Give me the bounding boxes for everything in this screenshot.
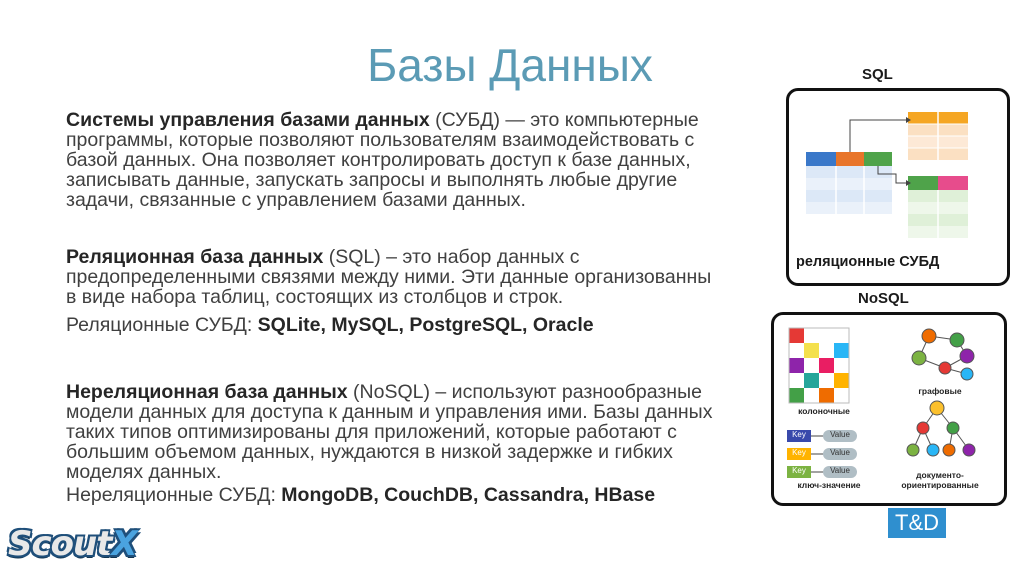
nosql-label: NoSQL — [858, 290, 909, 307]
scoutx-logo — [8, 524, 137, 564]
kv-key-3: Key — [792, 466, 806, 475]
graph-caption: графовые — [918, 386, 962, 396]
slide-title: Базы Данных — [367, 39, 653, 91]
kv-key-1: Key — [792, 430, 806, 439]
dbms-line: программы, которые позволяют пользователям взаимодействовать с — [66, 129, 695, 151]
nosql-line: моделях данных. — [66, 461, 222, 483]
paragraph-dbms — [66, 110, 776, 210]
paragraph-nosql-dbms — [66, 485, 766, 505]
logo-accent: X — [111, 524, 137, 564]
kv-value-1: Value — [830, 430, 850, 439]
sql-label: SQL — [862, 66, 893, 83]
logo-text: Scout — [8, 524, 112, 564]
nosql-line: модели данных для доступа к данным и управления ими. Базы данных — [66, 401, 713, 423]
document-caption — [890, 470, 990, 490]
document-caption-line2: ориентированные — [901, 480, 979, 490]
nosql-dbms-list: MongoDB, CouchDB, Cassandra, HBase — [281, 484, 656, 506]
dbms-line: записывать данные, запускать запросы и выполнять любые другие — [66, 169, 678, 191]
nosql-line: таких типов оптимизированы для приложений, которые работают с — [66, 421, 677, 443]
sql-caption: реляционные СУБД — [796, 254, 940, 270]
relational-dbms-label: Реляционные СУБД: — [66, 314, 258, 336]
nosql-line: большим объемом данных, нуждаются в низкой задержке и гибких — [66, 441, 673, 463]
dbms-line: базой данных. Она позволяет контролировать доступ к базе данных, — [66, 149, 691, 171]
kv-key-2: Key — [792, 448, 806, 457]
paragraph-nosql — [66, 382, 786, 482]
dbms-line: (СУБД) — это компьютерные — [429, 109, 699, 131]
kv-value-2: Value — [830, 448, 850, 457]
document-tree — [907, 401, 975, 456]
columnar-caption: колоночные — [798, 406, 850, 416]
relational-term: Реляционная база данных — [66, 246, 324, 268]
relational-line: (SQL) – это набор данных с — [323, 246, 580, 268]
relational-line: предопределенными связями между ними. Эти данные организованны — [66, 266, 712, 288]
graph-nodes — [912, 329, 974, 380]
relational-line: в виде набора таблиц, состоящих из столбцов и строк. — [66, 286, 564, 308]
paragraph-relational-dbms — [66, 315, 766, 335]
key-value-caption: ключ-значение — [797, 480, 861, 490]
nosql-line: (NoSQL) – используют разнообразные — [347, 381, 702, 403]
paragraph-relational — [66, 247, 786, 307]
dbms-line: задачи, связанные с управлением базами данных. — [66, 189, 526, 211]
td-badge: T&D — [888, 508, 946, 538]
columnar-grid — [789, 328, 849, 403]
nosql-term: Нереляционная база данных — [66, 381, 348, 403]
kv-value-3: Value — [830, 466, 850, 475]
relational-dbms-list: SQLite, MySQL, PostgreSQL, Oracle — [257, 314, 594, 336]
nosql-dbms-label: Нереляционные СУБД: — [66, 484, 282, 506]
document-caption-line1: документо- — [916, 470, 964, 480]
dbms-term: Системы управления базами данных — [66, 109, 430, 131]
